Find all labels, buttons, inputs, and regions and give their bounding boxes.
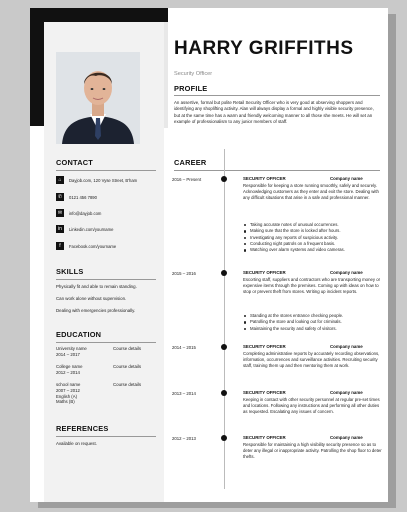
education-institution: College name (56, 364, 83, 369)
email-icon: ✉ (57, 210, 63, 216)
job-company: Company name (330, 390, 363, 395)
skill-item: Can work alone without supervision. (56, 296, 127, 301)
contact-email[interactable] (56, 208, 101, 218)
contact-phone (56, 192, 97, 202)
timeline-dot (221, 435, 227, 441)
contact-address (56, 175, 137, 185)
job-bullet: Watching over alarm systems and video cameras. (243, 247, 383, 253)
education-course: Course details (113, 364, 142, 369)
education-course: Course details (113, 346, 142, 351)
phone-icon: ✆ (57, 194, 63, 200)
career-heading: CAREER (174, 158, 207, 167)
job-description: Completing administrative reports by accurately recording observations, information, occurrences and surveillance activities. Recruiting security staff, training them up and then mentoring them at work. (243, 351, 380, 368)
job-description: Responsible for maintaining a high visibility security presence so as to deter any illegal or inappropriate activity. Patrolling the shop floor to deter thefts. (243, 442, 382, 459)
references-text: Available on request. (56, 441, 97, 446)
job-title: SECURITY OFFICER (243, 344, 286, 349)
education-institution: University name (56, 346, 87, 351)
cv-page (30, 8, 388, 502)
career-rule (174, 170, 380, 171)
job-bullet: Conducting night patrols on a frequent basis. (243, 241, 383, 247)
home-icon: ⌂ (56, 176, 64, 184)
candidate-role: Security Officer (174, 71, 213, 77)
contact-facebook[interactable] (56, 241, 116, 251)
job-company: Company name (330, 344, 363, 349)
contact-facebook-text[interactable]: Facebook.com/yourname (69, 243, 117, 249)
contact-email-text[interactable]: info@dayjob.com (69, 210, 102, 216)
education-institution: school name (56, 382, 81, 387)
skill-item: Physically fit and able to remain standing. (56, 284, 137, 289)
profile-photo (56, 52, 140, 144)
job-date: 2015 – 2016 (172, 271, 196, 276)
job-bullet: Standing at the stores entrance checking people. (243, 313, 383, 319)
education-years: 2014 – 2017 (56, 351, 80, 357)
job-bullet: Patrolling the store and looking out for criminals. (243, 319, 383, 325)
job-bullet: Maintaining the security and safety of visitors. (243, 326, 383, 332)
contact-rule (56, 170, 156, 171)
job-description: Responsible for keeping a store running smoothly, safely and securely. Acknowledging customers as they enter and exit the store. Dealing with any difficult situations that arise in a safe and professional manner. (243, 183, 379, 200)
education-row (56, 382, 80, 405)
candidate-name: HARRY GRIFFITHS (174, 38, 354, 59)
job-bullet: Making sure that the store is locked after hours. (243, 228, 383, 234)
skills-heading: SKILLS (56, 267, 84, 276)
job-bullets (243, 313, 383, 332)
education-row (56, 364, 83, 376)
education-row (56, 346, 87, 358)
contact-phone-text: 0121 456 7890 (69, 194, 97, 200)
job-bullet: Investigating any reports of suspicious activity. (243, 235, 383, 241)
timeline-dot (221, 390, 227, 396)
job-date: 2012 – 2013 (172, 436, 196, 441)
job-date: 2016 – Present (172, 177, 202, 182)
timeline-dot (221, 176, 227, 182)
job-title: SECURITY OFFICER (243, 435, 286, 440)
job-title: SECURITY OFFICER (243, 176, 286, 181)
education-course: Course details (113, 382, 142, 387)
timeline-dot (221, 270, 227, 276)
timeline-dot (221, 344, 227, 350)
profile-rule (174, 95, 380, 96)
job-bullet: Taking accurate notes of unusual occurrences. (243, 222, 383, 228)
job-title: SECURITY OFFICER (243, 390, 286, 395)
education-years: 2007 – 2012 (56, 387, 80, 393)
profile-text: An assertive, formal but polite Retail Security Officer who is very good at observing shoppers and identifying any shoplifting activity. Alan will always display a formal and highly visible security presence, but at the same time has a warm and friendly welcoming manner to all those she meets. He will set an example of professionalism to any junior members of staff. (174, 100, 374, 125)
job-date: 2013 – 2014 (172, 391, 196, 396)
job-date: 2014 – 2015 (172, 345, 196, 350)
skill-item: Dealing with emergencies professionally. (56, 308, 136, 313)
education-heading: EDUCATION (56, 330, 102, 339)
job-title: SECURITY OFFICER (243, 270, 286, 275)
education-years: 2012 – 2014 (56, 369, 80, 375)
contact-linkedin-text[interactable]: Linkedin.com/yourname (69, 226, 114, 232)
skills-rule (56, 279, 156, 280)
education-grade: Maths (B) (56, 399, 75, 405)
job-bullets (243, 222, 383, 253)
contact-linkedin[interactable] (56, 224, 113, 234)
job-company: Company name (330, 176, 363, 181)
job-description: Keeping in contact with other security personnel at regular pre-set times and locations. Following any instructions and performing all other duties as requested. Escalating any issues of concern. (243, 397, 380, 414)
contact-heading: CONTACT (56, 158, 93, 167)
education-rule (56, 342, 156, 343)
references-heading: REFERENCES (56, 424, 109, 433)
job-company: Company name (330, 270, 363, 275)
portrait-image (56, 52, 140, 144)
references-rule (56, 436, 156, 437)
linkedin-icon: in (56, 225, 64, 233)
facebook-icon: f (56, 242, 64, 250)
profile-heading: PROFILE (174, 84, 208, 93)
job-company: Company name (330, 435, 363, 440)
contact-address-text: Dayjob.com, 120 Vyse Street, B'ham (69, 177, 138, 183)
education-grade: English (A) (56, 393, 78, 399)
job-description: Escorting staff, suppliers and contractors who are transporting money or expensive items through the premises. Coming up with ideas on how to stop or prevent theft from stores. Writing up incident reports. (243, 277, 381, 294)
